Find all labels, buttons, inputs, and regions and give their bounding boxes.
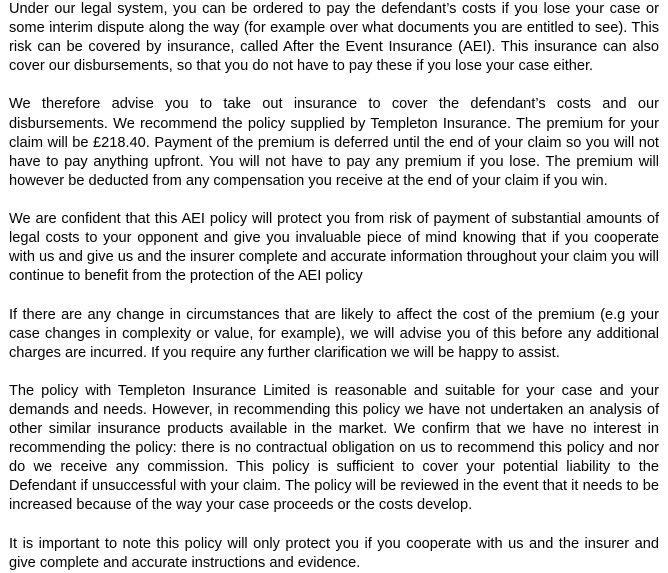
paragraph-cooperation-note: It is important to note this policy will only protect you if you cooperate with us and the insurer and give complete and accurate instructions and evidence. (9, 535, 659, 571)
paragraph-policy-suitability: The policy with Templeton Insurance Limited is reasonable and suitable for your case and your demands and needs. However, in recommending this policy we have not undertaken an analysis of other similar insurance products available in the market. We confirm that we have no interest in recommending the policy: there is no contractual obligation on us to recommend this policy and nor do we receive any commission. This policy is sufficient to cover your potential liability to the Defendant if unsuccessful with your claim. The policy will be reviewed in the event that it needs to be increased because of the way your case proceeds or the costs develop. (9, 382, 659, 514)
paragraph-legal-costs-risk: Under our legal system, you can be ordered to pay the defendant’s costs if you lose your case or some interim dispute along the way (for example over what documents you are entitled to see). This risk can be covered by insurance, called After the Event Insurance (AEI). This insurance can also cover our disbursements, so that you do not have to pay these if you lose your case either. (9, 1, 659, 75)
paragraph-change-in-circumstances: If there are any change in circumstances that are likely to affect the cost of the premium (e.g your case changes in complexity or value, for example), we will advise you of this before any additional charges are incurred. If you require any further clarification we will be happy to assist. (9, 306, 659, 361)
paragraph-policy-confidence: We are confident that this AEI policy will protect you from risk of payment of substantial amounts of legal costs to your opponent and give you invaluable piece of mind knowing that if you cooperate with us and give us and the insurer complete and accurate information throughout your claim you will continue to benefit from the protection of the AEI policy (9, 211, 659, 285)
paragraph-insurance-advice: We therefore advise you to take out insurance to cover the defendant’s costs and our disbursements. We recommend the policy supplied by Templeton Insurance. The premium for your claim will be £218.40. Payment of the premium is deferred until the end of your claim so you will not have to pay anything upfront. You will not have to pay any premium if you lose. The premium will however be deducted from any compensation you receive at the end of your claim if you win. (9, 96, 659, 189)
